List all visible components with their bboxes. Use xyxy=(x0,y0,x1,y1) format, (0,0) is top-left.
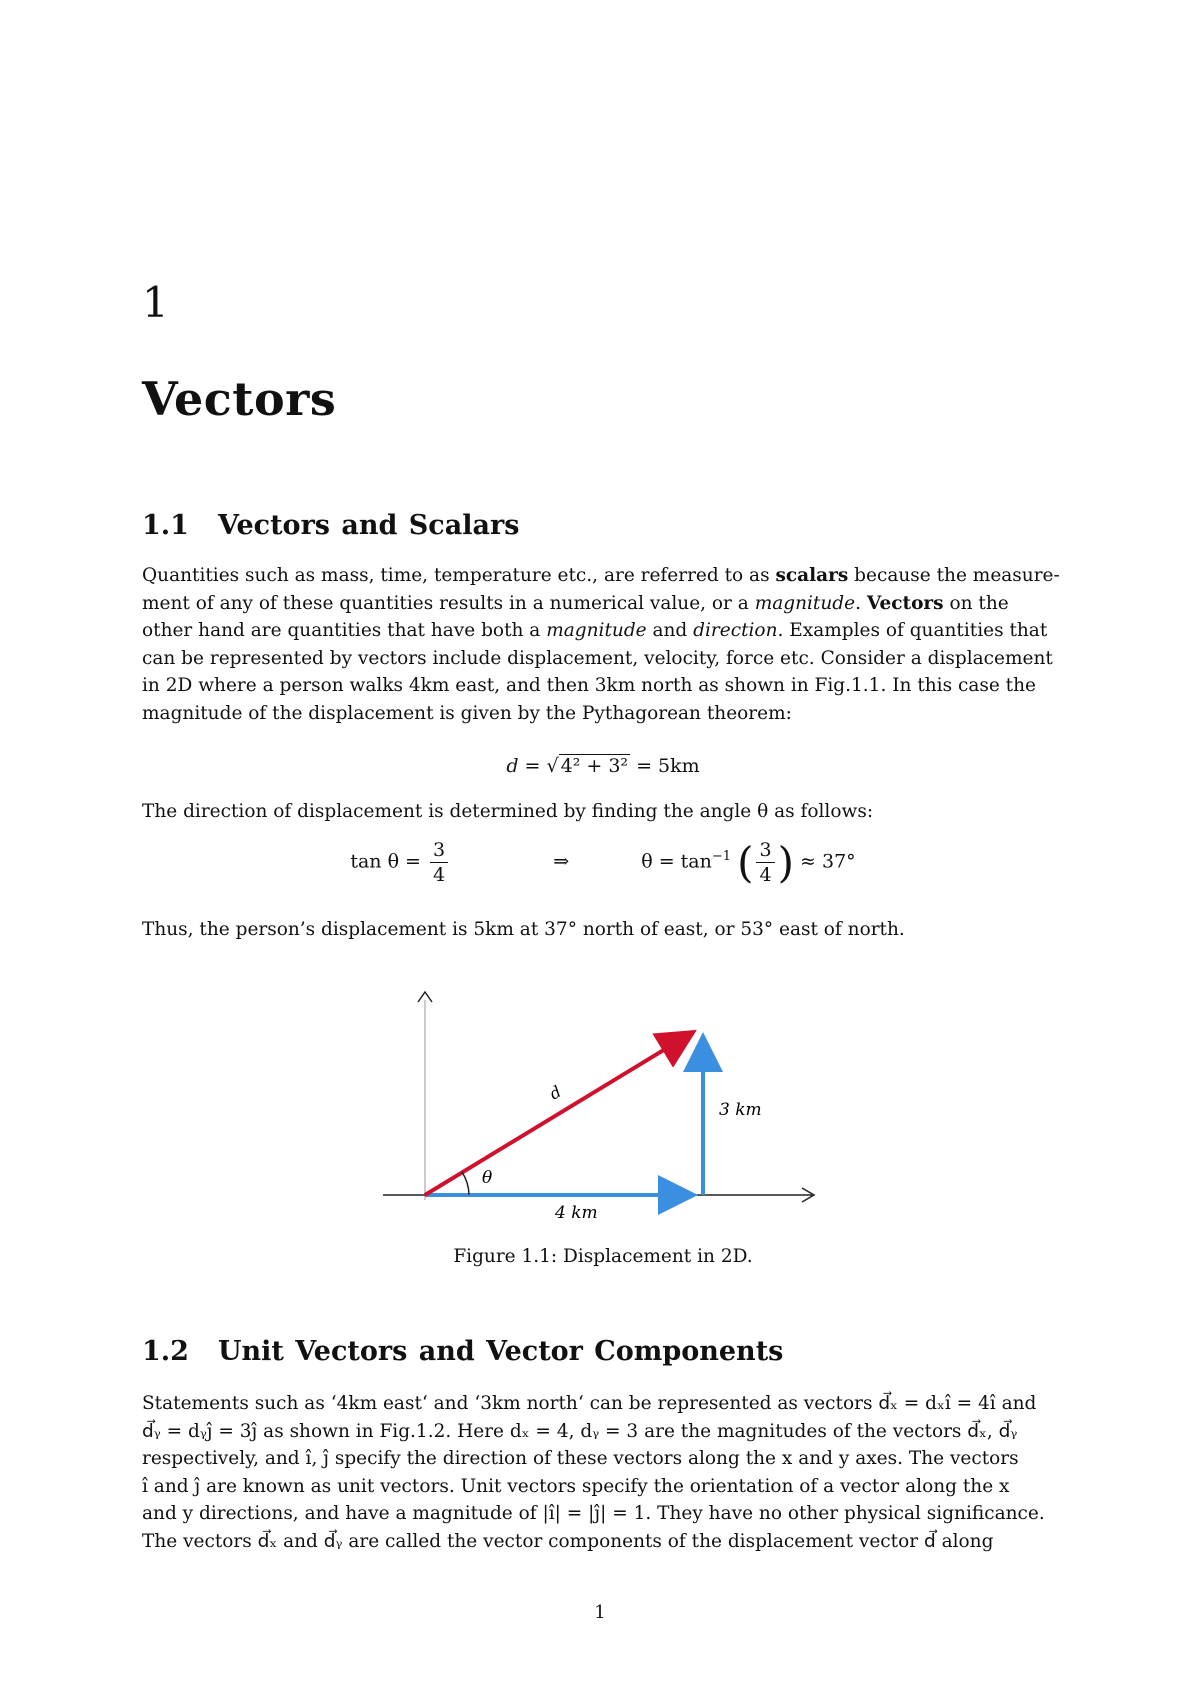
text-line: magnitude of the displacement is given by the Pythagorean theorem: xyxy=(142,702,792,724)
paragraph-direction: The direction of displacement is determined by finding the angle θ as follows: xyxy=(142,801,874,822)
paragraph-result: Thus, the person’s displacement is 5km at 37° north of east, or 53° east of north. xyxy=(142,919,905,940)
section-title: Vectors and Scalars xyxy=(218,510,520,541)
north-label: 3 km xyxy=(719,1100,762,1120)
text-line: î and ĵ are known as unit vectors. Unit vectors specify the orientation of a vector along the x xyxy=(142,1475,1010,1497)
resultant-arrow xyxy=(425,1034,690,1195)
text-line: other hand are quantities that have both a magnitude and direction. Examples of quantities that xyxy=(142,620,1048,641)
text-line: Statements such as ‘4km east‘ and ‘3km north‘ can be represented as vectors d⃗ₓ = dₓî = 4î and xyxy=(142,1393,1037,1414)
text-line: ment of any of these quantities results in a numerical value, or a magnitude. Vectors on the xyxy=(142,592,1009,614)
east-label: 4 km xyxy=(555,1203,598,1223)
text-line: can be represented by vectors include displacement, velocity, force etc. Consider a displacement xyxy=(142,647,1053,669)
text-line: d⃗ᵧ = dᵧĵ = 3ĵ as shown in Fig.1.2. Here dₓ = 4, dᵧ = 3 are the magnitudes of the vectors d⃗ₓ, d⃗ᵧ xyxy=(142,1420,1018,1442)
figure-caption: Figure 1.1: Displacement in 2D. xyxy=(453,1246,753,1267)
text-line: and y directions, and have a magnitude of |î| = |ĵ| = 1. They have no other physical significance. xyxy=(142,1503,1045,1524)
text-line: in 2D where a person walks 4km east, and then 3km north as shown in Fig.1.1. In this case the xyxy=(142,675,1036,696)
text-line: The vectors d⃗ₓ and d⃗ᵧ are called the vector components of the displacement vector d⃗ along xyxy=(142,1530,994,1552)
text-line: respectively, and î, ĵ specify the direction of these vectors along the x and y axes. The vectors xyxy=(142,1448,1019,1469)
section-number: 1.1 xyxy=(142,510,189,541)
chapter-number: 1 xyxy=(142,278,169,327)
paragraph-unit-vectors xyxy=(142,1390,1064,1555)
section-title: Unit Vectors and Vector Components xyxy=(218,1336,784,1367)
text-line: Quantities such as mass, time, temperature etc., are referred to as scalars because the measure- xyxy=(142,565,1060,586)
theta-label: θ xyxy=(482,1168,493,1188)
equation-angle: tan θ = $\frac{3}{4}$ ⇒ $\theta = \tan^{-1}$ ( $\frac{3}{4}$ ) ≈ 37° xyxy=(350,838,856,887)
d-label: d xyxy=(546,1081,565,1104)
section-heading-1-2 xyxy=(142,1336,783,1367)
section-number: 1.2 xyxy=(142,1336,189,1367)
chapter-title: Vectors xyxy=(142,372,337,426)
equation-magnitude: d = √ 4² + 3² = 5km xyxy=(506,755,700,777)
page-number: 1 xyxy=(594,1602,606,1623)
angle-arc xyxy=(462,1172,469,1195)
